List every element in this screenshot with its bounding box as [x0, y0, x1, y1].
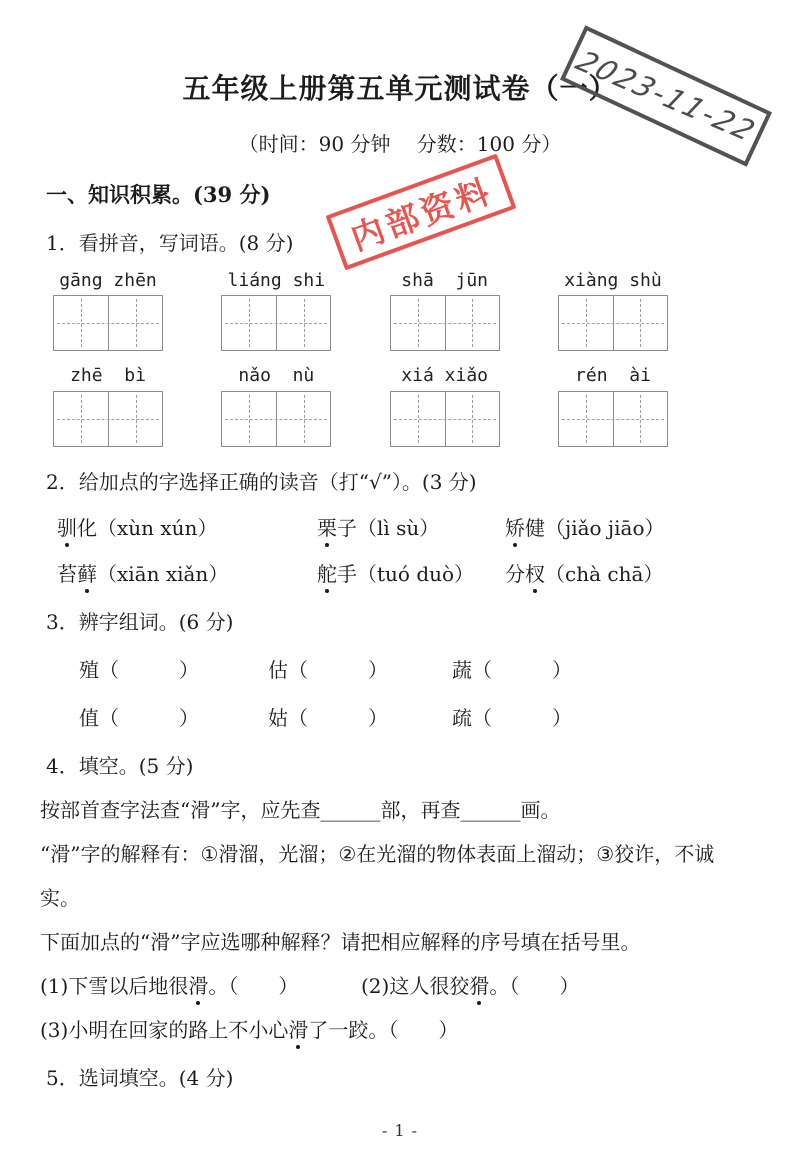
pinyin-label: shā jūn [401, 269, 488, 291]
pinyin-label: xiàng shù [564, 269, 662, 291]
dotted-char: 藓 [77, 561, 97, 586]
grid-cell [222, 296, 276, 350]
q2-item: 苔藓（xiān xiǎn） [57, 561, 229, 586]
grid-cell [391, 296, 445, 350]
grid-cell [559, 392, 613, 446]
paper-title: 五年级上册第五单元测试卷（一） [182, 72, 618, 105]
q3-item [452, 657, 760, 683]
q3-item [452, 705, 760, 731]
q4-sentence-1: (1)下雪以后地很滑。（ ） [40, 973, 299, 998]
grid-cell [276, 296, 330, 350]
answer-paren: （ ） [472, 657, 572, 682]
q1-word-1 [53, 270, 163, 352]
dotted-char: 矫 [505, 515, 525, 540]
q1-grid-row-2 [53, 365, 668, 447]
grid-cell [54, 392, 108, 446]
pinyin-label: xiá xiǎo [401, 365, 488, 387]
q2-heading: 2．给加点的字选择正确的读音（打“√”）。(3 分) [46, 469, 477, 494]
writing-grid [558, 391, 668, 447]
pinyin-options: （jiǎo jiāo） [545, 515, 665, 540]
q2-row-2 [40, 561, 760, 587]
q4-fill-line: 按部首查字法查“滑”字，应先查______部，再查______画。 [40, 797, 561, 822]
q1-heading: 1．看拼音，写词语。(8 分) [46, 230, 294, 255]
q1-word-8 [558, 365, 668, 447]
grid-cell [613, 296, 667, 350]
page-number: - 1 - [381, 1120, 419, 1140]
paper-subtitle: （时间：90 分钟 分数：100 分） [238, 131, 562, 156]
pinyin-label: zhē bì [70, 365, 146, 387]
grid-cell [445, 296, 499, 350]
grid-cell [222, 392, 276, 446]
writing-grid [558, 295, 668, 351]
q1-word-4 [558, 270, 668, 352]
internal-material-stamp-text: 内部资料 [345, 170, 498, 258]
q3-char: 值 [79, 705, 99, 730]
pinyin-label: liáng shi [227, 269, 326, 291]
q2-item: 栗子（lì sù） [317, 515, 440, 540]
answer-paren: （ ） [99, 657, 199, 682]
q4-definition-line-2: 实。 [40, 885, 80, 910]
writing-grid [221, 391, 331, 447]
q4-sentence-3: (3)小明在回家的路上不小心滑了一跤。（ ） [40, 1017, 459, 1042]
q3-char: 殖 [79, 657, 99, 682]
q3-item [268, 657, 452, 683]
q1-word-6 [221, 365, 331, 447]
q1-word-5 [53, 365, 163, 447]
pinyin-options: （lì sù） [357, 515, 440, 540]
pinyin-options: （tuó duò） [357, 561, 475, 586]
dotted-char: 猾 [469, 973, 490, 998]
grid-cell [445, 392, 499, 446]
pinyin-label: rén ài [575, 365, 651, 387]
q3-char: 疏 [452, 705, 472, 730]
q1-grid-row-1 [53, 270, 668, 352]
q2-item: 矫健（jiǎo jiāo） [505, 515, 665, 540]
pinyin-options: （xùn xún） [97, 515, 218, 540]
dotted-char: 驯 [57, 515, 77, 540]
grid-cell [54, 296, 108, 350]
dotted-char: 舵 [317, 561, 337, 586]
q3-item [268, 705, 452, 731]
pinyin-label: nǎo nù [238, 365, 315, 387]
q3-item [79, 705, 268, 731]
q3-item [79, 657, 268, 683]
pinyin-options: （xiān xiǎn） [97, 561, 229, 586]
q4-sentence-2: (2)这人很狡猾。（ ） [361, 973, 580, 998]
grid-cell [276, 392, 330, 446]
q2-item: 驯化（xùn xún） [57, 515, 218, 540]
answer-paren: （ ） [288, 657, 388, 682]
pinyin-label: gāng zhēn [59, 269, 157, 291]
answer-paren: （ ） [472, 705, 572, 730]
q3-char: 估 [268, 657, 288, 682]
date-stamp-text: 2023-11-22 [569, 44, 763, 148]
dotted-char: 栗 [317, 515, 337, 540]
q1-word-2 [221, 270, 331, 352]
writing-grid [390, 391, 500, 447]
writing-grid [53, 295, 163, 351]
answer-paren: （ ） [99, 705, 199, 730]
q3-char: 姑 [268, 705, 288, 730]
q3-row-1 [40, 657, 760, 683]
dotted-char: 滑 [188, 973, 209, 998]
dotted-char: 滑 [288, 1017, 309, 1042]
grid-cell [613, 392, 667, 446]
q3-heading: 3．辨字组词。(6 分) [46, 609, 234, 634]
q2-row-1 [40, 515, 760, 541]
q4-definition-line-1: “滑”字的解释有：①滑溜，光溜；②在光溜的物体表面上溜动；③狡诈，不诚 [40, 841, 715, 866]
writing-grid [221, 295, 331, 351]
q5-heading: 5．选词填空。(4 分) [46, 1065, 234, 1090]
grid-cell [108, 296, 162, 350]
q4-instruction-line: 下面加点的“滑”字应选哪种解释？请把相应解释的序号填在括号里。 [40, 929, 641, 954]
grid-cell [108, 392, 162, 446]
q4-sentence-row-2 [40, 1017, 760, 1043]
dotted-char: 杈 [525, 561, 545, 586]
q4-sentence-row-1 [40, 973, 760, 999]
answer-paren: （ ） [288, 705, 388, 730]
q3-char: 蔬 [452, 657, 472, 682]
section1-heading: 一、知识积累。(39 分) [46, 181, 271, 207]
grid-cell [391, 392, 445, 446]
q2-item: 分杈（chà chā） [505, 561, 664, 586]
q3-row-2 [40, 705, 760, 731]
writing-grid [390, 295, 500, 351]
pinyin-options: （chà chā） [545, 561, 664, 586]
q2-item: 舵手（tuó duò） [317, 561, 475, 586]
writing-grid [53, 391, 163, 447]
q1-word-7 [390, 365, 500, 447]
q4-heading: 4．填空。(5 分) [46, 753, 194, 778]
grid-cell [559, 296, 613, 350]
q1-word-3 [390, 270, 500, 352]
